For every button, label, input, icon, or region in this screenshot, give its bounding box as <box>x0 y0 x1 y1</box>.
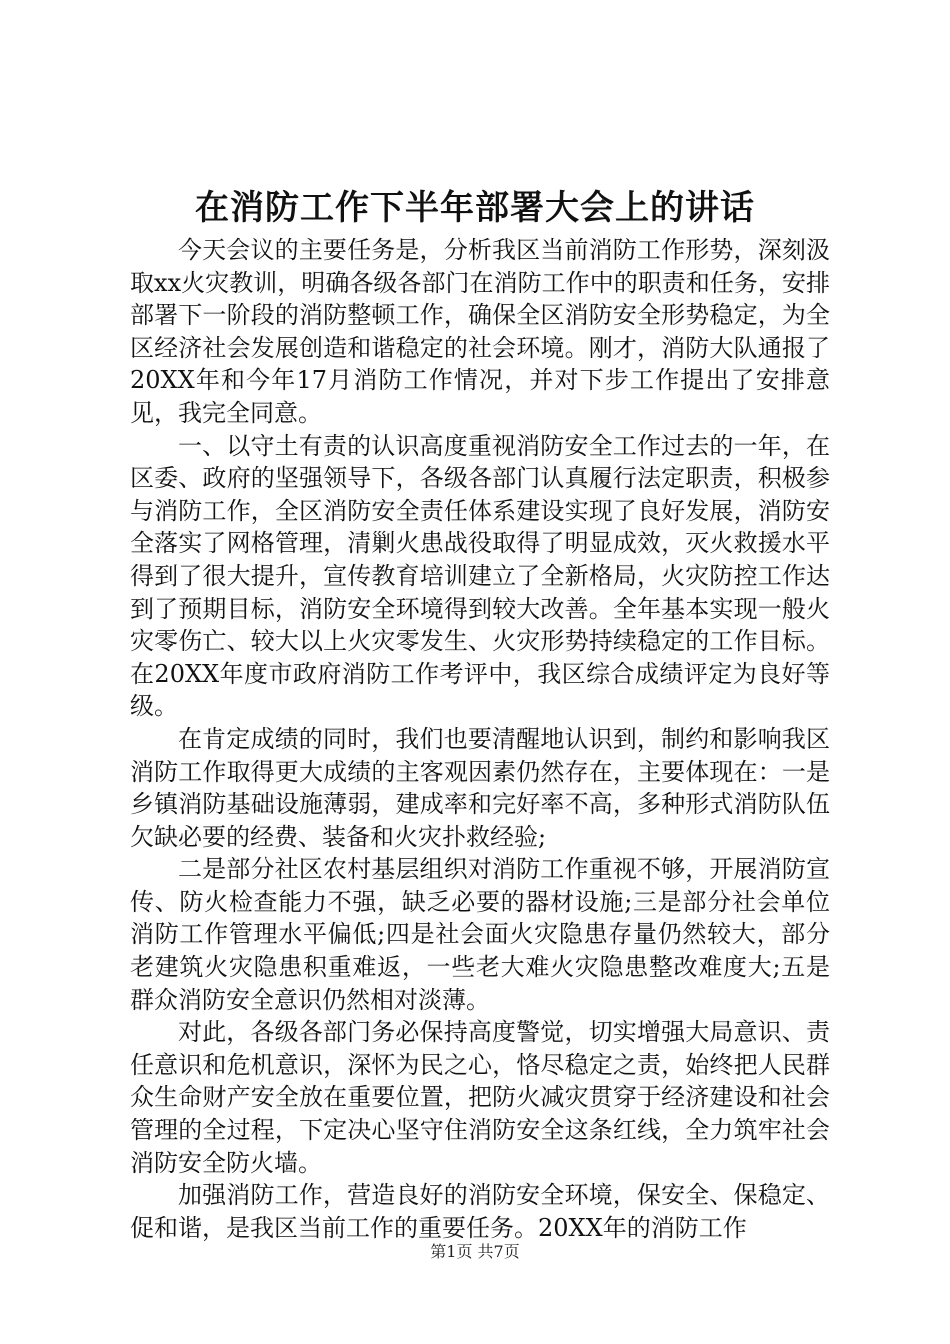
document-title: 在消防工作下半年部署大会上的讲话 <box>195 188 755 228</box>
paragraph-1: 今天会议的主要任务是，分析我区当前消防工作形势，深刻汲取xx火灾教训，明确各级各部门在消防工作中的职责和任务，安排部署下一阶段的消防整顿工作，确保全区消防安全形势稳定，为全区经济社会发展创造和谐稳定的社会环境。刚才，消防大队通报了20XX年和今年17月消防工作情况，并对下步工作提出了安排意见，我完全同意。 <box>130 236 830 427</box>
paragraph-3: 在肯定成绩的同时，我们也要清醒地认识到，制约和影响我区消防工作取得更大成绩的主客观因素仍然存在，主要体现在：一是乡镇消防基础设施薄弱，建成率和完好率不高，多种形式消防队伍欠缺必要的经费、装备和火灾扑救经验; <box>130 724 830 851</box>
page-number-footer: 第1页 共7页 <box>430 1242 520 1261</box>
paragraph-6: 加强消防工作，营造良好的消防安全环境，保安全、保稳定、促和谐，是我区当前工作的重要任务。20XX年的消防工作 <box>130 1181 830 1242</box>
paragraph-4: 二是部分社区农村基层组织对消防工作重视不够，开展消防宣传、防火检查能力不强，缺乏必要的器材设施;三是部分社会单位消防工作管理水平偏低;四是社会面火灾隐患存量仍然较大，部分老建筑火灾隐患积重难返，一些老大难火灾隐患整改难度大;五是群众消防安全意识仍然相对淡薄。 <box>130 855 830 1014</box>
paragraph-2: 一、以守土有责的认识高度重视消防安全工作过去的一年，在区委、政府的坚强领导下，各级各部门认真履行法定职责，积极参与消防工作，全区消防安全责任体系建设实现了良好发展，消防安全落实了网格管理，清剿火患战役取得了明显成效，灭火救援水平得到了很大提升，宣传教育培训建立了全新格局，火灾防控工作达到了预期目标，消防安全环境得到较大改善。全年基本实现一般火灾零伤亡、较大以上火灾零发生、火灾形势持续稳定的工作目标。在20XX年度市政府消防工作考评中，我区综合成绩评定为良好等级。 <box>130 431 830 721</box>
document-body <box>130 234 830 1244</box>
paragraph-5: 对此，各级各部门务必保持高度警觉，切实增强大局意识、责任意识和危机意识，深怀为民之心，恪尽稳定之责，始终把人民群众生命财产安全放在重要位置，把防火减灾贯穿于经济建设和社会管理的全过程，下定决心坚守住消防安全这条红线，全力筑牢社会消防安全防火墙。 <box>130 1018 830 1177</box>
